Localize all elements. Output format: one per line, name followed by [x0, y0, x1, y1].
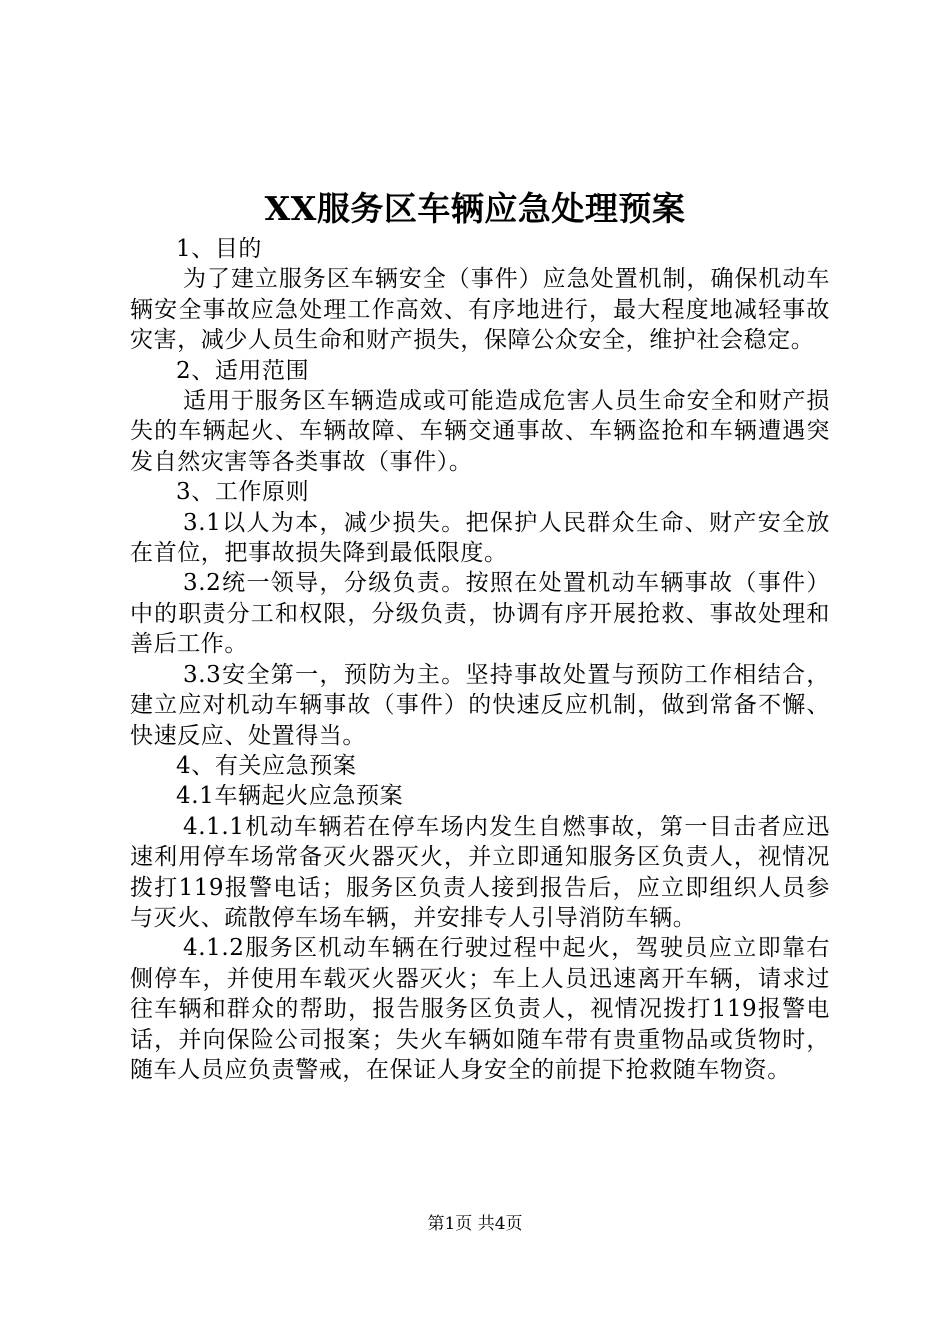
paragraph-scope: 适用于服务区车辆造成或可能造成危害人员生命安全和财产损失的车辆起火、车辆故障、车辆交通事故、车辆盗抢和车辆遭遇突发自然灾害等各类事故（事件）。	[130, 388, 830, 475]
section-heading-emergency-plans: 4、有关应急预案	[176, 752, 357, 779]
document-title: XX服务区车辆应急处理预案	[264, 189, 686, 228]
section-heading-scope: 2、适用范围	[176, 357, 310, 384]
paragraph-4-1-1: 4.1.1机动车辆若在停车场内发生自燃事故，第一目击者应迅速利用停车场常备灭火器灭火，并立即通知服务区负责人，视情况拨打119报警电话；服务区负责人接到报告后，应立即组织人员参与灭火、疏散停车场车辆，并安排专人引导消防车辆。	[130, 813, 830, 931]
document-body	[130, 234, 830, 1085]
paragraph-4-1-2: 4.1.2服务区机动车辆在行驶过程中起火，驾驶员应立即靠右侧停车，并使用车载灭火器灭火；车上人员迅速离开车辆，请求过往车辆和群众的帮助，报告服务区负责人，视情况拨打119报警电话，并向保险公司报案；失火车辆如随车带有贵重物品或货物时，随车人员应负责警戒，在保证人身安全的前提下抢救随车物资。	[130, 935, 830, 1083]
paragraph-principle-3-1: 3.1以人为本，减少损失。把保护人民群众生命、财产安全放在首位，把事故损失降到最低限度。	[130, 509, 830, 567]
paragraph-principle-3-3: 3.3安全第一，预防为主。坚持事故处置与预防工作相结合，建立应对机动车辆事故（事件）的快速反应机制，做到常备不懈、快速反应、处置得当。	[130, 661, 830, 749]
section-heading-principles: 3、工作原则	[176, 479, 310, 506]
section-heading-purpose: 1、目的	[176, 236, 263, 262]
page-footer: 第1页 共4页	[427, 1214, 523, 1234]
paragraph-purpose: 为了建立服务区车辆安全（事件）应急处置机制，确保机动车辆安全事故应急处理工作高效、有序地进行，最大程度地减轻事故灾害，减少人员生命和财产损失，保障公众安全，维护社会稳定。	[130, 266, 830, 354]
paragraph-principle-3-2: 3.2统一领导，分级负责。按照在处置机动车辆事故（事件）中的职责分工和权限，分级负责，协调有序开展抢救、事故处理和善后工作。	[130, 570, 830, 658]
subsection-heading-4-1: 4.1车辆起火应急预案	[176, 783, 404, 810]
